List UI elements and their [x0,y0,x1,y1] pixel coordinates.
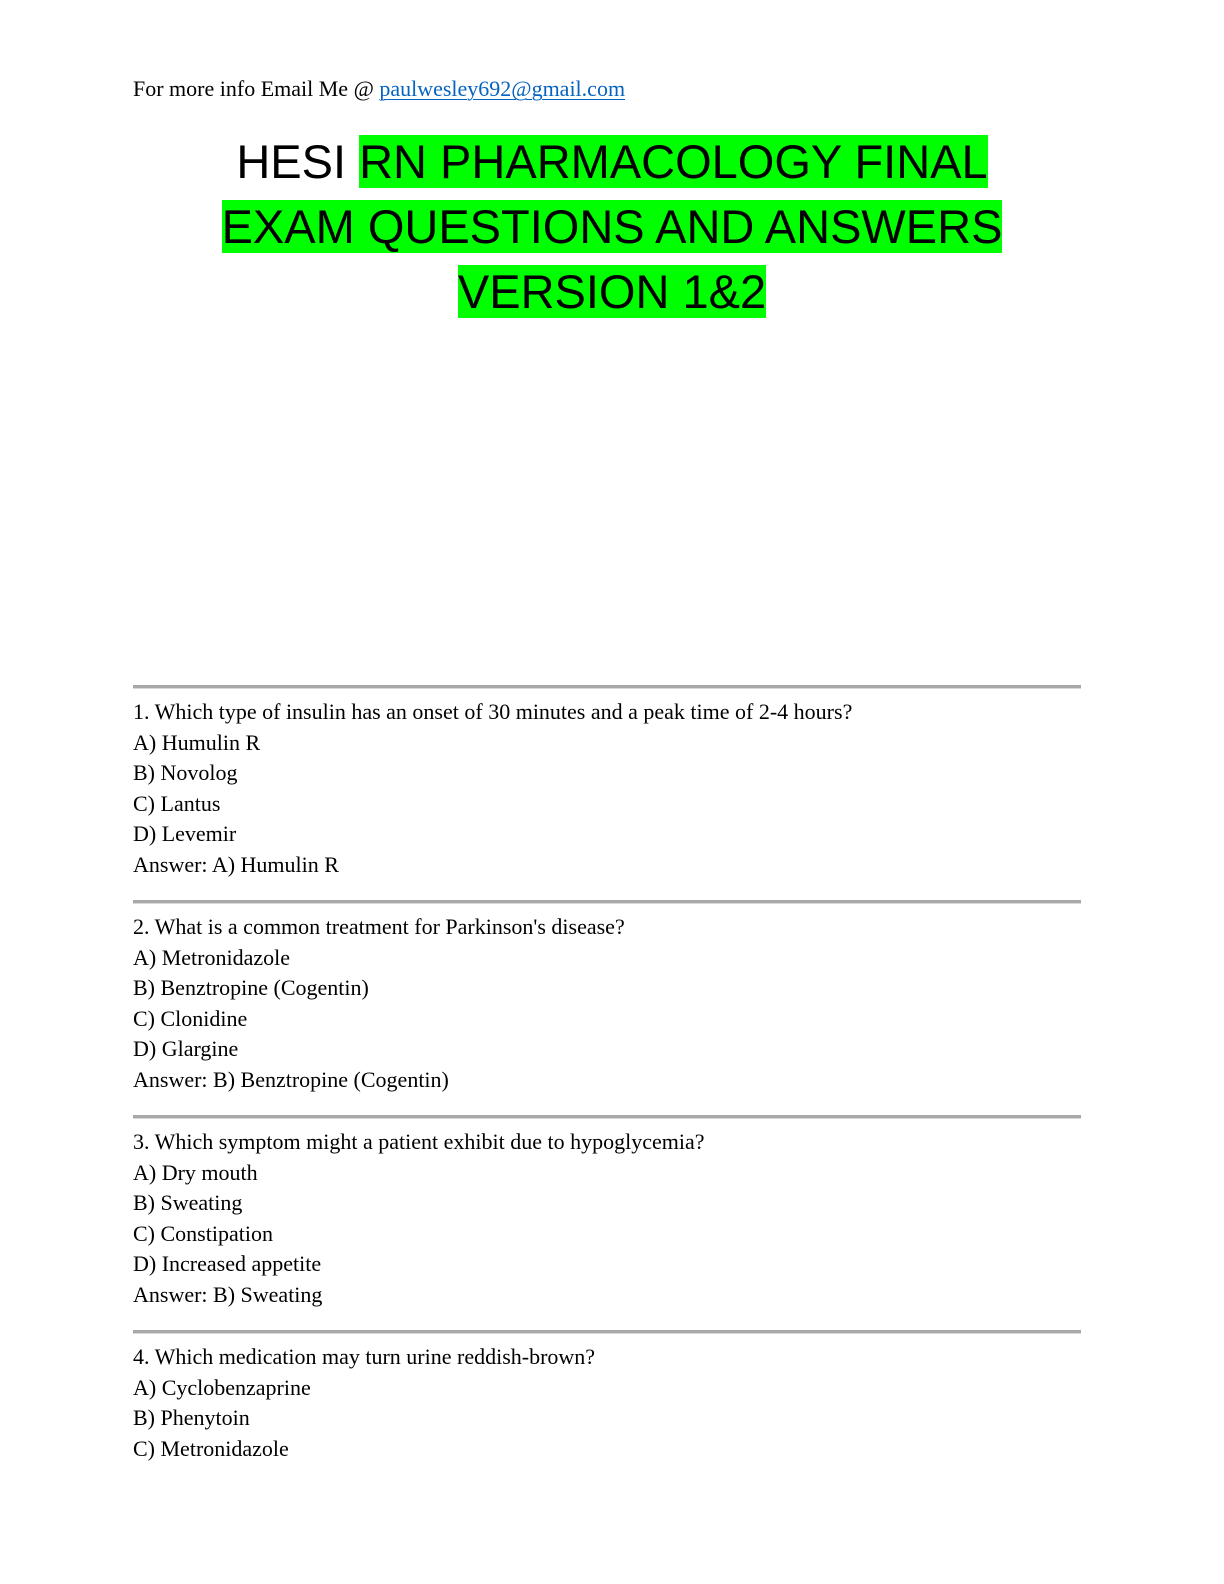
title-highlight-line-2: EXAM QUESTIONS AND ANSWERS [221,200,1003,253]
option-c: C) Clonidine [133,1005,248,1031]
question-text: 3. Which symptom might a patient exhibit due to hypoglycemia? [133,1129,705,1154]
horizontal-rule [133,685,1081,689]
horizontal-rule [133,1330,1081,1334]
question-text: 2. What is a common treatment for Parkinson's disease? [133,914,625,939]
option-b: B) Novolog [133,760,238,786]
answer-text: Answer: A) Humulin R [133,851,339,877]
email-link[interactable]: paulwesley692@gmail.com [379,76,626,101]
question-text: 1. Which type of insulin has an onset of 30 minutes and a peak time of 2-4 hours? [133,699,853,724]
option-a: A) Humulin R [133,729,261,755]
document-title [130,129,1094,324]
horizontal-rule [133,1115,1081,1119]
option-b: B) Benztropine (Cogentin) [133,975,369,1001]
option-d: D) Glargine [133,1036,239,1062]
contact-prefix: For more info Email Me @ [133,76,380,101]
option-a: A) Dry mouth [133,1159,258,1185]
option-b: B) Phenytoin [133,1405,250,1431]
title-highlight-line-1: RN PHARMACOLOGY FINAL [359,135,988,188]
title-plain: HESI [236,135,360,188]
question-text: 4. Which medication may turn urine reddish-brown? [133,1344,596,1369]
question-block [133,900,1083,1096]
contact-line [133,74,625,104]
option-b: B) Sweating [133,1190,243,1216]
question-block [133,1330,1083,1464]
answer-text: Answer: B) Benztropine (Cogentin) [133,1066,449,1092]
option-c: C) Constipation [133,1220,273,1246]
option-d: D) Increased appetite [133,1251,322,1277]
option-c: C) Lantus [133,790,221,816]
option-c: C) Metronidazole [133,1435,289,1461]
answer-text: Answer: B) Sweating [133,1281,323,1307]
title-highlight-line-3: VERSION 1&2 [457,265,767,318]
option-a: A) Cyclobenzaprine [133,1374,311,1400]
horizontal-rule [133,900,1081,904]
option-d: D) Levemir [133,821,237,847]
question-block [133,685,1083,881]
option-a: A) Metronidazole [133,944,290,970]
question-block [133,1115,1083,1311]
